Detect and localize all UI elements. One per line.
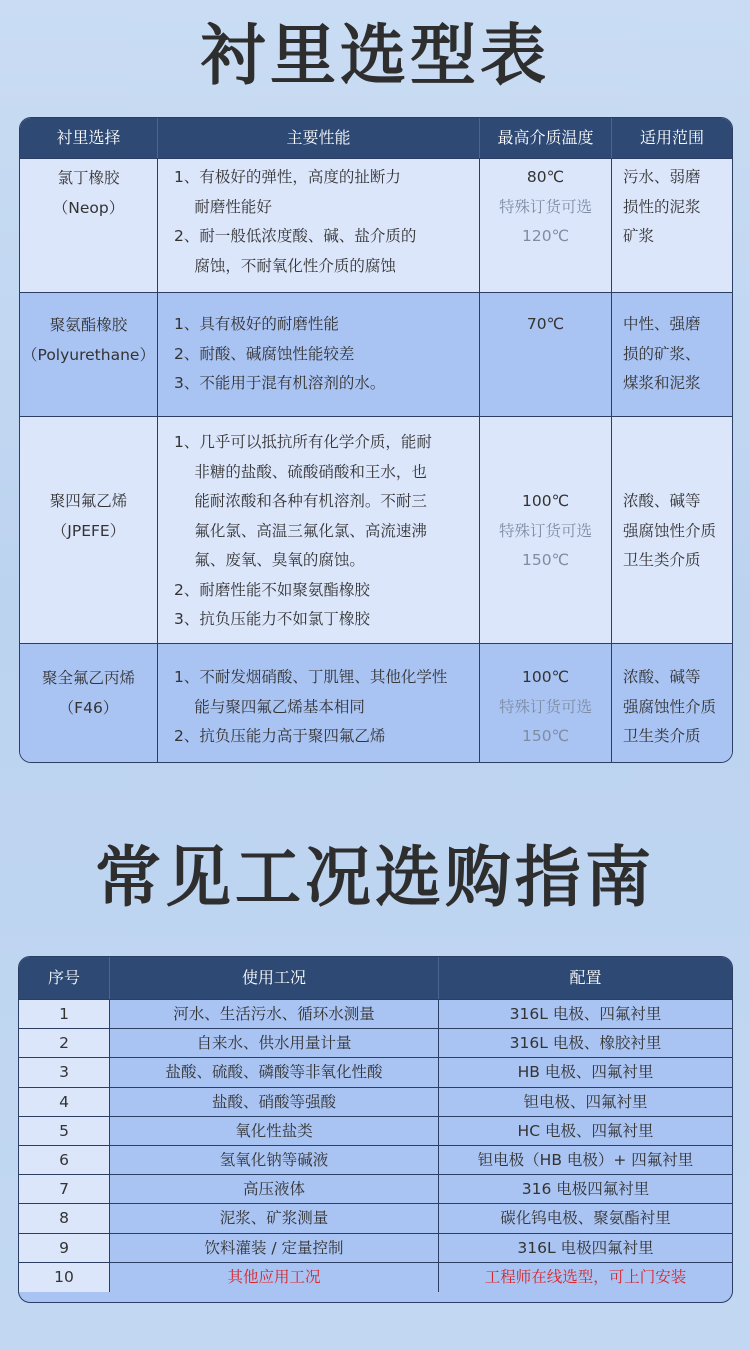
performance-line: 2、耐酸、碱腐蚀性能较差: [174, 344, 355, 363]
scope-line: 浓酸、碱等: [623, 492, 701, 510]
config-cell: 316L 电极四氟衬里: [517, 1238, 654, 1257]
max-temp: 100℃: [522, 668, 569, 686]
row-number: 4: [19, 1088, 110, 1117]
performance-line: 腐蚀，不耐氧化性介质的腐蚀: [174, 256, 396, 275]
performance-line: 2、耐一般低浓度酸、碱、盐介质的: [174, 227, 417, 245]
table-row: [19, 1028, 732, 1058]
row-number: 8: [19, 1204, 110, 1233]
row-number: 10: [19, 1263, 110, 1292]
scope-line: 浓酸、碱等: [623, 668, 701, 686]
scope-cell: [612, 644, 732, 763]
table-row: [19, 1116, 732, 1146]
lining-name-cell: [20, 644, 158, 763]
temp-cell: [480, 417, 612, 644]
table-row: [19, 999, 732, 1029]
header-scope: 适用范围: [639, 128, 704, 147]
performance-cell: [158, 417, 480, 644]
special-order-note: 特殊订货可选: [498, 697, 592, 716]
header-condition: 使用工况: [110, 957, 439, 999]
config-cell: 钽电极（HB 电极）+ 四氟衬里: [477, 1151, 694, 1169]
performance-line: 非糖的盐酸、硫酸硝酸和王水，也: [174, 462, 427, 481]
scope-line: 强腐蚀性介质: [623, 521, 717, 540]
table-row: [19, 1057, 732, 1087]
performance-line: 3、不能用于混有机溶剂的水。: [174, 374, 386, 392]
header-no: 序号: [19, 957, 110, 999]
condition-cell: 泥浆、矿浆测量: [110, 1204, 439, 1233]
config-cell: 碳化钨电极、聚氨酯衬里: [500, 1209, 671, 1228]
scope-line: 强腐蚀性介质: [623, 697, 717, 716]
lining-code: （Neop）: [52, 199, 125, 217]
row-number: 5: [19, 1117, 110, 1146]
lining-name-cell: [20, 417, 158, 644]
scope-line: 损的矿浆、: [623, 344, 701, 363]
condition-cell: 氢氧化钠等碱液: [110, 1146, 439, 1175]
performance-line: 1、几乎可以抵抗所有化学介质，能耐: [174, 433, 432, 451]
table-header: [19, 957, 732, 999]
lining-table-title: 衬里选型表: [200, 17, 550, 94]
condition-cell: 河水、生活污水、循环水测量: [110, 1000, 439, 1029]
config-cell: 工程师在线选型，可上门安装: [484, 1267, 687, 1286]
header-performance: 主要性能: [158, 118, 480, 158]
lining-name: 氯丁橡胶: [57, 169, 120, 187]
scope-line: 损性的泥浆: [623, 197, 701, 216]
performance-line: 耐磨性能好: [174, 197, 272, 216]
row-number: 2: [19, 1029, 110, 1058]
performance-line: 1、有极好的弹性，高度的扯断力: [174, 168, 401, 186]
guide-table-title: 常见工况选购指南: [95, 839, 655, 916]
scope-cell: [612, 417, 732, 644]
table-row: [20, 416, 732, 644]
special-order-note: 特殊订货可选: [498, 197, 592, 216]
condition-cell: 自来水、供水用量计量: [110, 1029, 439, 1058]
temp-cell: [480, 293, 612, 417]
performance-line: 1、具有极好的耐磨性能: [174, 315, 339, 333]
lining-code: （JPEFE）: [51, 522, 126, 540]
table-row: [19, 1203, 732, 1233]
scope-line: 卫生类介质: [623, 551, 701, 569]
performance-line: 1、不耐发烟硝酸、丁肌锂、其他化学性: [174, 668, 448, 686]
header-config: 配置: [569, 968, 602, 987]
temp-cell: [480, 644, 612, 763]
row-number: 1: [19, 1000, 110, 1029]
config-cell: 316L 电极、四氟衬里: [509, 1005, 662, 1023]
table-header: [20, 118, 732, 158]
table-row: [20, 643, 732, 763]
performance-line: 能耐浓酸和各种有机溶剂。不耐三: [174, 492, 427, 510]
lining-name: 聚四氟乙烯: [49, 492, 128, 510]
header-lining: 衬里选择: [20, 118, 158, 158]
config-cell: 316 电极四氟衬里: [521, 1180, 650, 1199]
scope-line: 煤浆和泥浆: [623, 374, 701, 392]
special-temp: 120℃: [522, 227, 569, 245]
table-row: [20, 158, 732, 293]
table-row: [19, 1262, 732, 1292]
condition-cell: 盐酸、硫酸、磷酸等非氧化性酸: [110, 1058, 439, 1087]
header-max-temp: 最高介质温度: [480, 118, 612, 158]
condition-cell: 盐酸、硝酸等强酸: [110, 1088, 439, 1117]
config-cell: 316L 电极、橡胶衬里: [509, 1034, 662, 1053]
max-temp: 100℃: [522, 492, 569, 510]
condition-cell: 氧化性盐类: [110, 1117, 439, 1146]
config-cell: 钽电极、四氟衬里: [523, 1092, 648, 1111]
config-cell: HC 电极、四氟衬里: [517, 1121, 654, 1140]
performance-line: 3、抗负压能力不如氯丁橡胶: [174, 610, 370, 628]
condition-cell: 高压液体: [110, 1175, 439, 1204]
performance-line: 氟、废氧、臭氧的腐蚀。: [174, 551, 365, 569]
condition-cell: 饮料灌装 / 定量控制: [110, 1234, 439, 1263]
scope-line: 矿浆: [623, 227, 655, 245]
lining-code: （Polyurethane）: [22, 346, 155, 364]
lining-code: （F46）: [58, 699, 119, 717]
special-order-note: 特殊订货可选: [498, 521, 592, 540]
condition-cell: 其他应用工况: [110, 1263, 439, 1292]
row-number: 3: [19, 1058, 110, 1087]
scope-line: 中性、强磨: [623, 315, 701, 333]
table-row: [19, 1145, 732, 1175]
config-cell: HB 电极、四氟衬里: [517, 1063, 654, 1082]
performance-line: 氟化氯、高温三氟化氯、高流速沸: [174, 521, 427, 540]
performance-cell: [158, 644, 480, 763]
max-temp: 70℃: [526, 315, 565, 333]
scope-cell: [612, 159, 732, 293]
row-number: 6: [19, 1146, 110, 1175]
special-temp: 150℃: [522, 551, 569, 569]
performance-line: 2、抗负压能力高于聚四氟乙烯: [174, 727, 386, 745]
table-row: [19, 1233, 732, 1263]
lining-name-cell: [20, 159, 158, 293]
table-row: [19, 1087, 732, 1117]
performance-cell: [158, 293, 480, 417]
scope-cell: [612, 293, 732, 417]
max-temp: 80℃: [526, 168, 565, 186]
lining-name-cell: [20, 293, 158, 417]
lining-selection-table: [19, 117, 733, 763]
table-row: [19, 1174, 732, 1204]
scope-line: 污水、弱磨: [623, 168, 701, 186]
temp-cell: [480, 159, 612, 293]
performance-cell: [158, 159, 480, 293]
table-row: [20, 292, 732, 417]
row-number: 9: [19, 1234, 110, 1263]
performance-line: 能与聚四氟乙烯基本相同: [174, 697, 365, 716]
special-temp: 150℃: [522, 727, 569, 745]
lining-name: 聚氨酯橡胶: [49, 316, 128, 334]
scope-line: 卫生类介质: [623, 727, 701, 745]
working-condition-guide-table: [18, 956, 733, 1303]
lining-name: 聚全氟乙丙烯: [41, 669, 135, 687]
row-number: 7: [19, 1175, 110, 1204]
performance-line: 2、耐磨性能不如聚氨酯橡胶: [174, 580, 370, 599]
